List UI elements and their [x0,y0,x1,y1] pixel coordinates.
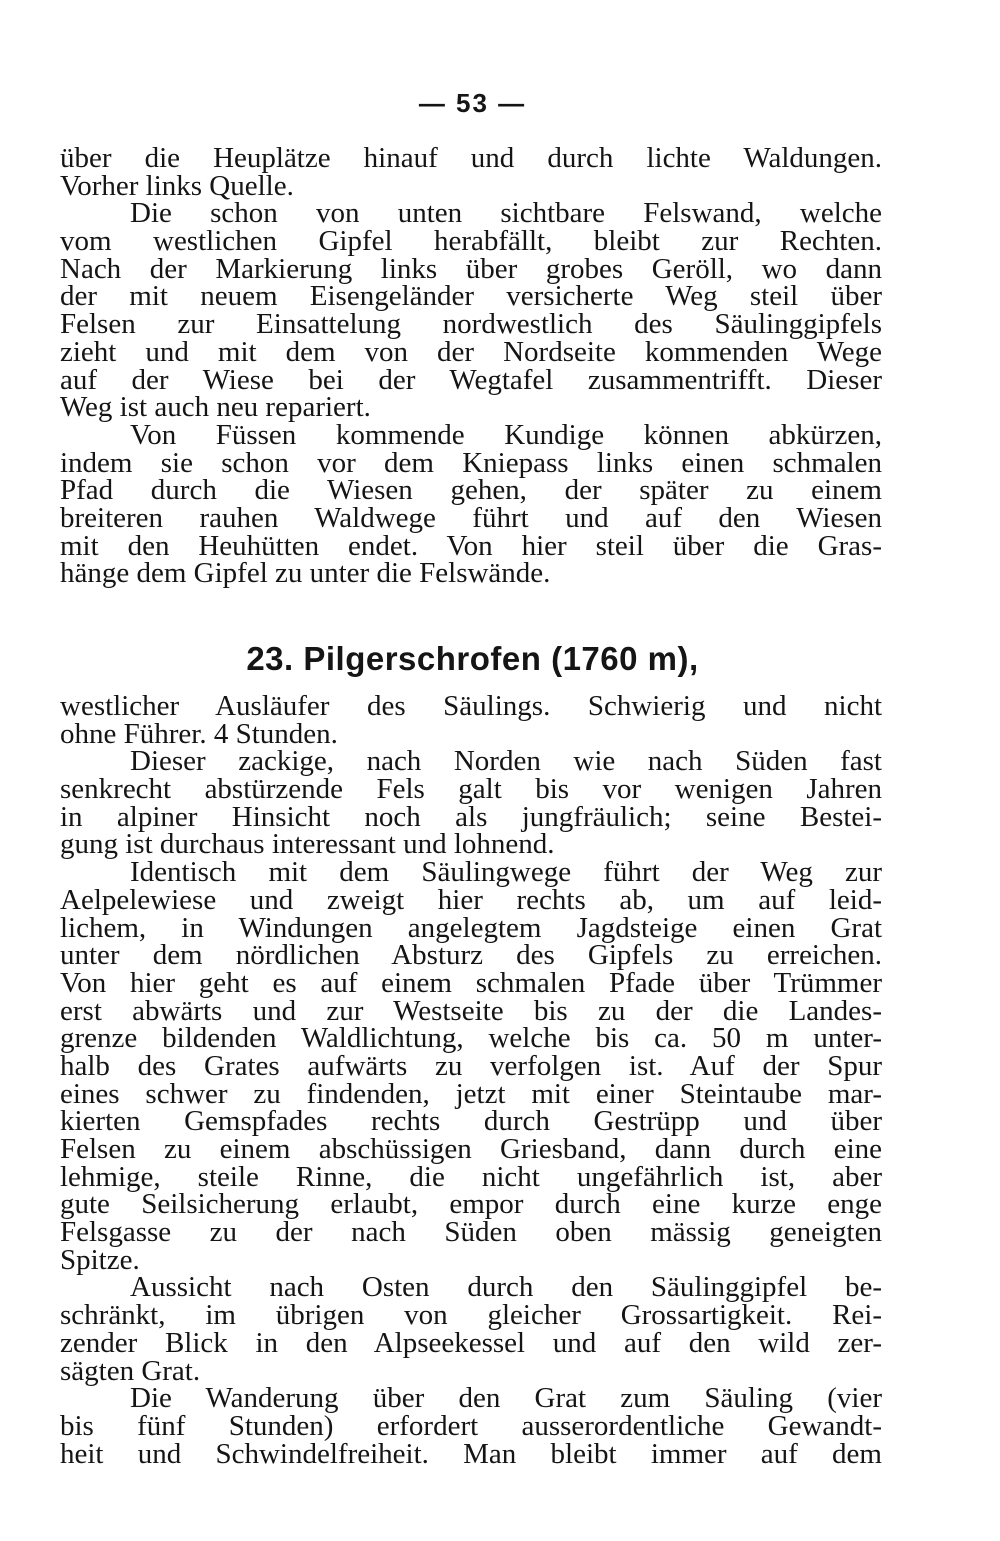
text-line: bis fünf Stunden) erfordert ausserordentliche Gewandt- [60,1409,882,1442]
text-line: Nach der Markierung links über grobes Geröll, wo dann [60,252,882,285]
text-line: zender Blick in den Alpseekessel und auf den wild zer- [60,1326,882,1359]
text-line: Dieser zackige, nach Norden wie nach Süden fast [130,745,882,778]
text-line: Identisch mit dem Säulingwege führt der Weg zur [130,856,882,889]
text-line: Von hier geht es auf einem schmalen Pfade über Trümmer [60,966,882,999]
text-line: Vorher links Quelle. [60,169,294,202]
paragraph-block-2 [60,690,882,1470]
text-line: heit und Schwindelfreiheit. Man bleibt immer auf dem [60,1437,882,1470]
text-line: der mit neuem Eisengeländer versicherte Weg steil über [60,280,882,313]
text-line: mit den Heuhütten endet. Von hier steil über die Gras- [60,529,882,562]
text-line: gung ist durchaus interessant und lohnend. [60,828,555,861]
text-line: gute Seilsicherung erlaubt, empor durch eine kurze enge [60,1188,882,1221]
text-line: erst abwärts und zur Westseite bis zu der die Landes- [60,994,882,1027]
text-line: westlicher Ausläufer des Säulings. Schwierig und nicht [60,690,882,722]
text-line: grenze bildenden Waldlichtung, welche bis ca. 50 m unter- [60,1022,882,1055]
text-line: auf der Wiese bei der Wegtafel zusammentrifft. Dieser [60,363,882,396]
text-line: Von Füssen kommende Kundige können abkürzen, [130,418,882,451]
text-line: Felsgasse zu der nach Süden oben mässig geneigten [60,1216,882,1249]
text-line: breiteren rauhen Waldwege führt und auf den Wiesen [60,501,882,534]
text-line: lichem, in Windungen angelegtem Jagdsteige einen Grat [60,911,882,944]
text-line: ohne Führer. 4 Stunden. [60,717,338,750]
text-line: zieht und mit dem von der Nordseite kommenden Wege [60,335,882,368]
text-line: Weg ist auch neu repariert. [60,391,371,424]
text-line: Aussicht nach Osten durch den Säulinggipfel be- [130,1271,882,1304]
text-line: in alpiner Hinsicht noch als jungfräulich; seine Bestei- [60,800,882,833]
text-line: vom westlichen Gipfel herabfällt, bleibt zur Rechten. [60,225,882,258]
text-line: lehmige, steile Rinne, die nicht ungefährlich ist, aber [60,1160,882,1193]
text-line: kierten Gemspfades rechts durch Gestrüpp und über [60,1105,882,1138]
text-line: schränkt, im übrigen von gleicher Grossartigkeit. Rei- [60,1299,882,1332]
text-line: indem sie schon vor dem Kniepass links einen schmalen [60,446,882,479]
text-line: unter dem nördlichen Absturz des Gipfels zu erreichen. [60,939,882,972]
paragraph-block-1 [60,142,882,590]
section-heading: 23. Pilgerschrofen (1760 m), [246,640,699,677]
text-line: Felsen zu einem abschüssigen Griesband, dann durch eine [60,1133,882,1165]
text-line: sägten Grat. [60,1354,201,1387]
text-line: Felsen zur Einsattelung nordwestlich des Säulinggipfels [60,308,882,341]
text-line: Die Wanderung über den Grat zum Säuling (vier [130,1382,882,1415]
text-line: senkrecht abstürzende Fels galt bis vor wenigen Jahren [60,773,882,806]
page-number: — 53 — [418,88,527,118]
text-line: eines schwer zu findenden, jetzt mit einer Steintaube mar- [60,1077,882,1110]
text-line: halb des Grates aufwärts zu verfolgen ist. Auf der Spur [60,1049,882,1082]
text-line: Pfad durch die Wiesen gehen, der später zu einem [60,474,882,507]
text-line: Aelpelewiese und zweigt hier rechts ab, um auf leid- [60,883,882,916]
text-line: Spitze. [60,1243,140,1276]
text-line: Die schon von unten sichtbare Felswand, welche [130,197,882,230]
text-line: über die Heuplätze hinauf und durch lichte Waldungen. [60,142,882,174]
text-line: hänge dem Gipfel zu unter die Felswände. [60,557,551,590]
